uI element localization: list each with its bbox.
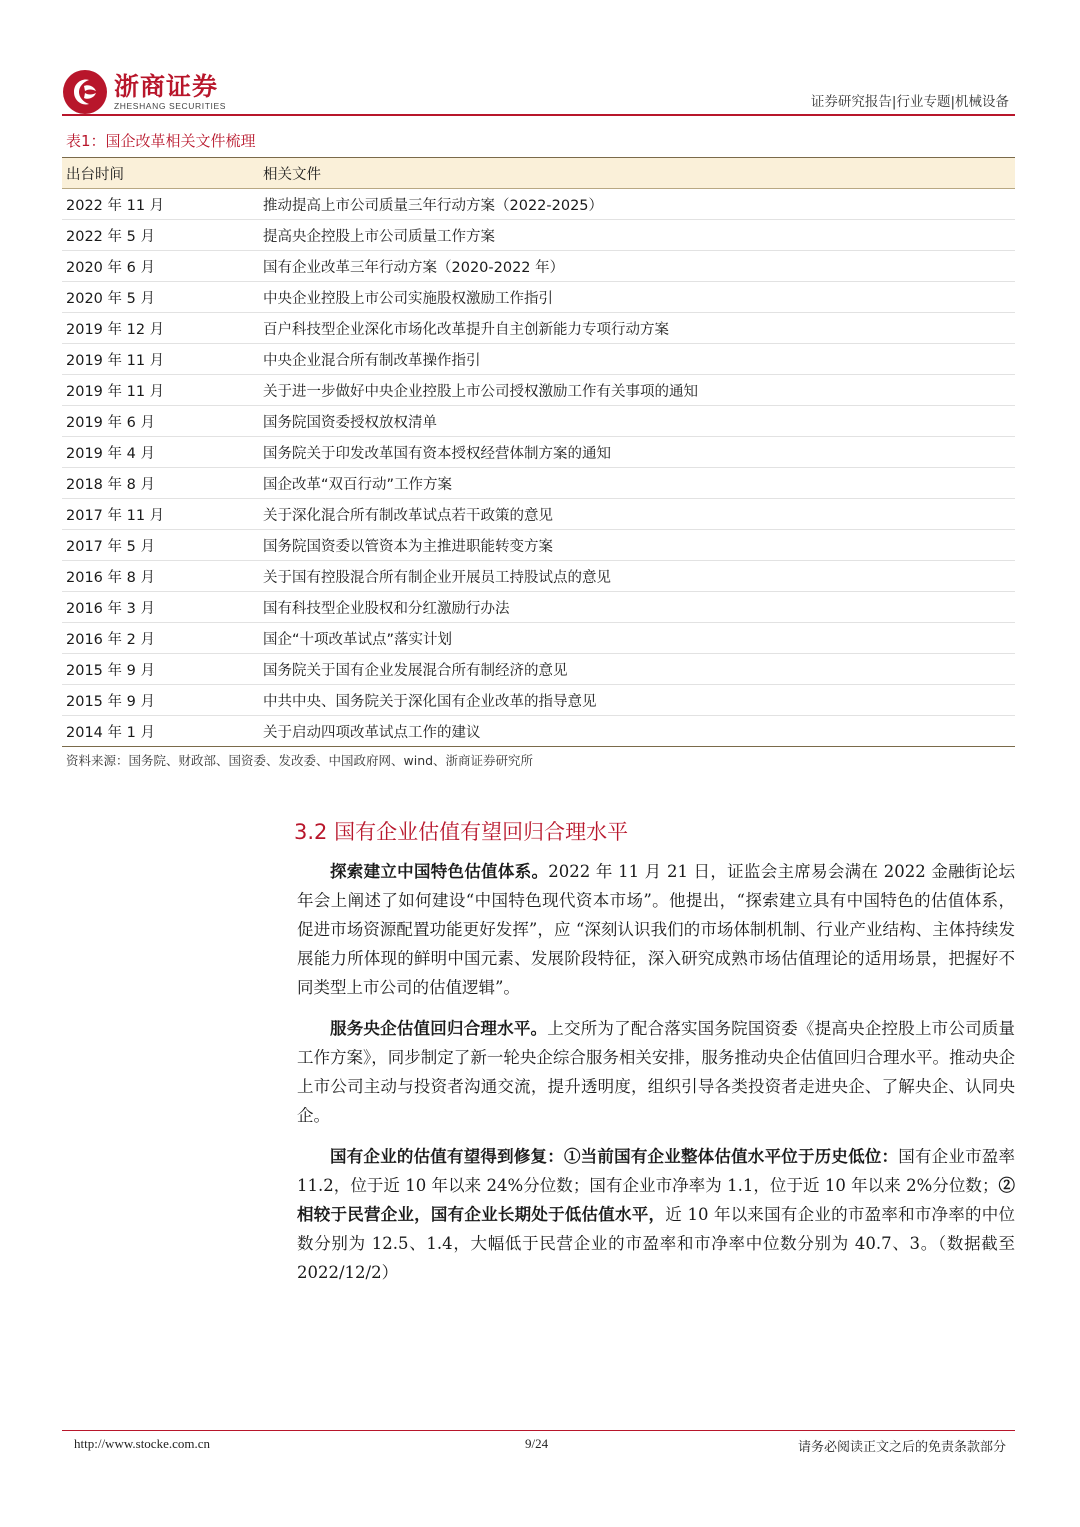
cell-document: 国务院关于国有企业发展混合所有制经济的意见: [259, 654, 1015, 685]
cell-document: 国务院国资委授权放权清单: [259, 406, 1015, 437]
cell-document: 关于启动四项改革试点工作的建议: [259, 716, 1015, 747]
cell-date: 2019 年 11 月: [62, 344, 259, 375]
table-title: 表1：国企改革相关文件梳理: [66, 132, 256, 150]
cell-document: 国务院关于印发改革国有资本授权经营体制方案的通知: [259, 437, 1015, 468]
cell-date: 2019 年 11 月: [62, 375, 259, 406]
table-header-row: [62, 158, 1015, 189]
paragraph-3-lead: 国有企业的估值有望得到修复：①当前国有企业整体估值水平位于历史低位：: [330, 1147, 899, 1166]
cell-date: 2017 年 5 月: [62, 530, 259, 561]
cell-document: 关于进一步做好中央企业控股上市公司授权激励工作有关事项的通知: [259, 375, 1015, 406]
paragraph-3-text-2: 近 10 年以来国有企业的市盈率和市净率的中位数分别为 12.5、1.4，大幅低于民营企业的市盈率和市净率中位数分别为 40.7、3。（数据截至 2022/12/2）: [297, 1205, 1015, 1282]
cell-document: 国有科技型企业股权和分红激励行办法: [259, 592, 1015, 623]
cell-date: 2015 年 9 月: [62, 685, 259, 716]
cell-date: 2016 年 3 月: [62, 592, 259, 623]
logo-english-name: ZHESHANG SECURITIES: [114, 100, 226, 111]
paragraph-3: [297, 1142, 1015, 1287]
zheshang-logo-icon: [62, 69, 108, 115]
paragraph-3-lead-2: ②相较于民营企业，国有企业长期处于低估值水平，: [297, 1176, 1016, 1224]
table-row: [62, 530, 1015, 561]
cell-date: 2022 年 11 月: [62, 189, 259, 220]
cell-document: 国有企业改革三年行动方案（2020-2022 年）: [259, 251, 1015, 282]
cell-date: 2020 年 6 月: [62, 251, 259, 282]
section-title: 3.2 国有企业估值有望回归合理水平: [294, 820, 629, 844]
footer-divider: [62, 1430, 1015, 1431]
table-row: [62, 220, 1015, 251]
footer-url[interactable]: http://www.stocke.com.cn: [74, 1436, 210, 1451]
cell-document: 国企“十项改革试点”落实计划: [259, 623, 1015, 654]
table-row: [62, 313, 1015, 344]
paragraph-1-lead: 探索建立中国特色估值体系。: [330, 862, 549, 881]
table-row: [62, 561, 1015, 592]
paragraph-3-text: 国有企业市盈率 11.2，位于近 10 年以来 24%分位数；国有企业市净率为 1.1，位于近 10 年以来 2%分位数；: [297, 1147, 1016, 1195]
cell-document: 中共中央、国务院关于深化国有企业改革的指导意见: [259, 685, 1015, 716]
header-divider: [62, 114, 1015, 116]
table-row: [62, 375, 1015, 406]
policy-table: [62, 157, 1015, 747]
paragraph-2: [297, 1014, 1015, 1130]
company-logo: [62, 68, 226, 116]
table-row: [62, 282, 1015, 313]
footer-disclaimer: 请务必阅读正文之后的免责条款部分: [797, 1440, 1006, 1455]
table-row: [62, 468, 1015, 499]
cell-document: 国务院国资委以管资本为主推进职能转变方案: [259, 530, 1015, 561]
table-row: [62, 251, 1015, 282]
cell-date: 2015 年 9 月: [62, 654, 259, 685]
cell-date: 2020 年 5 月: [62, 282, 259, 313]
paragraph-2-lead: 服务央企估值回归合理水平。: [330, 1019, 548, 1038]
table-row: [62, 623, 1015, 654]
table-row: [62, 344, 1015, 375]
paragraph-1: [297, 857, 1015, 1002]
logo-chinese-name: 浙商证券: [114, 71, 219, 101]
table-row: [62, 685, 1015, 716]
table-row: [62, 654, 1015, 685]
cell-date: 2017 年 11 月: [62, 499, 259, 530]
cell-date: 2019 年 12 月: [62, 313, 259, 344]
cell-date: 2018 年 8 月: [62, 468, 259, 499]
paragraph-2-text: 上交所为了配合落实国务院国资委《提高央企控股上市公司质量工作方案》，同步制定了新一轮央企综合服务相关安排，服务推动央企估值回归合理水平。推动央企上市公司主动与投资者沟通交流，提升透明度，组织引导各类投资者走进央企、了解央企、认同央企。: [297, 1019, 1016, 1125]
cell-date: 2016 年 8 月: [62, 561, 259, 592]
cell-document: 中央企业混合所有制改革操作指引: [259, 344, 1015, 375]
page-number: 9/24: [525, 1436, 549, 1451]
cell-date: 2019 年 4 月: [62, 437, 259, 468]
table-row: [62, 499, 1015, 530]
section-body: [297, 857, 1015, 1299]
cell-document: 推动提高上市公司质量三年行动方案（2022-2025）: [259, 189, 1015, 220]
cell-date: 2016 年 2 月: [62, 623, 259, 654]
page-header: [62, 64, 1015, 116]
table-row: [62, 437, 1015, 468]
table-row: [62, 189, 1015, 220]
table-row: [62, 406, 1015, 437]
cell-document: 中央企业控股上市公司实施股权激励工作指引: [259, 282, 1015, 313]
cell-date: 2019 年 6 月: [62, 406, 259, 437]
column-header-date: 出台时间: [62, 158, 259, 189]
table-row: [62, 592, 1015, 623]
cell-document: 国企改革“双百行动”工作方案: [259, 468, 1015, 499]
table-source: 资料来源：国务院、财政部、国资委、发改委、中国政府网、wind、浙商证券研究所: [66, 753, 534, 768]
column-header-document: 相关文件: [259, 158, 1015, 189]
cell-document: 关于深化混合所有制改革试点若干政策的意见: [259, 499, 1015, 530]
cell-document: 关于国有控股混合所有制企业开展员工持股试点的意见: [259, 561, 1015, 592]
paragraph-1-text: 2022 年 11 月 21 日，证监会主席易会满在 2022 金融街论坛年会上阐述了如何建设“中国特色现代资本市场”。他提出，“探索建立具有中国特色的估值体系，促进市场资源配置功能更好发挥”，应 “深刻认识我们的市场体制机制、行业产业结构、主体持续发展能力所体现的鲜明中国元素、发展阶段特征，深入研究成熟市场估值理论的适用场景，把握好不同类型上市公司的估值逻辑”。: [297, 862, 1015, 997]
cell-document: 百户科技型企业深化市场化改革提升自主创新能力专项行动方案: [259, 313, 1015, 344]
cell-document: 提高央企控股上市公司质量工作方案: [259, 220, 1015, 251]
cell-date: 2014 年 1 月: [62, 716, 259, 747]
table-row: [62, 716, 1015, 747]
report-category: 证券研究报告|行业专题|机械设备: [810, 94, 1009, 110]
cell-date: 2022 年 5 月: [62, 220, 259, 251]
